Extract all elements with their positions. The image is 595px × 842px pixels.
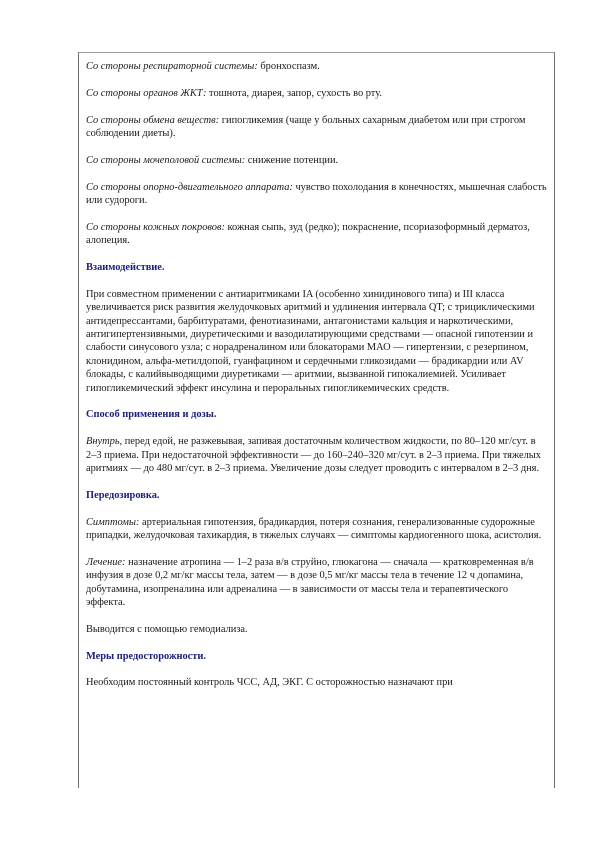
section-text: кожная сыпь, зуд (редко); покраснение, псориазоформный дерматоз, алопеция. <box>86 221 530 247</box>
section-text: снижение потенции. <box>245 154 339 166</box>
section-lead: Со стороны органов ЖКТ: <box>86 87 207 99</box>
dosage-lead: Внутрь, <box>86 436 123 448</box>
section-text: тошнота, диарея, запор, сухость во рту. <box>206 87 382 99</box>
document-body <box>86 60 548 703</box>
symptoms-lead: Симптомы: <box>86 516 140 528</box>
interaction-heading: Взаимодействие. <box>86 262 165 273</box>
treatment-lead: Лечение: <box>86 556 126 568</box>
treatment-text: назначение атропина — 1–2 раза в/в струйно, глюкагона — сначала — кратковременная в/в инфузия в дозе 0,2 мг/кг массы тела, затем — в дозе 0,5 мг/кг массы тела в течение 12 ч допамина, добутамина, изопреналина или адреналина — в зависимости от массы тела и терапевтического эффекта. <box>86 556 534 609</box>
side-effect-urogenital <box>86 154 548 167</box>
side-effect-metabolism <box>86 114 548 141</box>
section-text: чувство похолодания в конечностях, мышечная слабость или судороги. <box>86 181 547 206</box>
side-effect-respiratory <box>86 60 548 73</box>
section-text: бронхоспазм. <box>257 61 320 72</box>
side-effect-gi <box>86 87 548 100</box>
side-effect-musculoskeletal <box>86 181 548 208</box>
dosage-text: перед едой, не разжевывая, запивая достаточным количеством жидкости, по 80–120 мг/сут. в 2–3 приема. При недостаточной эффективности — до 160–240–320 мг/сут. в 2–3 приема. При тяжелых аритмиях — до 480 мг/сут. в 2–3 приема. Увеличение дозы следует проводить с интервалом в 2–3 дня. <box>86 436 541 475</box>
symptoms-text: артериальная гипотензия, брадикардия, потеря сознания, генерализованные судорожные припадки, желудочковая тахикардия, в тяжелых случаях — симптомы кардиогенного шока, асистолия. <box>86 516 542 542</box>
section-lead: Со стороны кожных покровов: <box>86 221 225 233</box>
section-lead: Со стороны опорно-двигательного аппарата: <box>86 181 293 193</box>
dosage-paragraph <box>86 435 548 475</box>
section-text: гипогликемия (чаще у больных сахарным диабетом или при строгом соблюдении диеты). <box>86 114 526 139</box>
section-lead: Со стороны мочеполовой системы: <box>86 154 246 166</box>
overdose-symptoms <box>86 516 548 543</box>
overdose-heading: Передозировка. <box>86 489 160 501</box>
dosage-heading: Способ применения и дозы. <box>86 409 217 421</box>
precautions-heading: Меры предосторожности. <box>86 650 206 662</box>
section-lead: Со стороны респираторной системы: <box>86 61 258 72</box>
overdose-dialysis: Выводится с помощью гемодиализа. <box>86 623 248 635</box>
overdose-treatment <box>86 556 548 610</box>
interaction-text: При совместном применении с антиаритмиками IA (особенно хинидинового типа) и III класса увеличивается риск развития желудочковых аритмий и удлинения интервала QT; с трициклическими антидепрессантами, барбитуратами, фенотиазинами, антагонистами кальция и наркотическими, антигипертензивными, диуретическими и вазодилатирующими средствами — опасной гипотензии и слабости синусового узла; с норадреналином или блокаторами МАО — гипертензии, с резерпином, клонидином, альфа-метилдопой, гуанфацином и сердечными гликозидами — брадикардии или AV блокады, с калийвыводящими диуретиками — аритмии, вызванной гипокалиемией. Усиливает гипогликемический эффект инсулина и пероральных гипогликемических средств. <box>86 288 535 394</box>
precautions-text: Необходим постоянный контроль ЧСС, АД, ЭКГ. С осторожностью назначают при <box>86 677 453 689</box>
side-effect-skin <box>86 221 548 248</box>
section-lead: Со стороны обмена веществ: <box>86 114 220 126</box>
